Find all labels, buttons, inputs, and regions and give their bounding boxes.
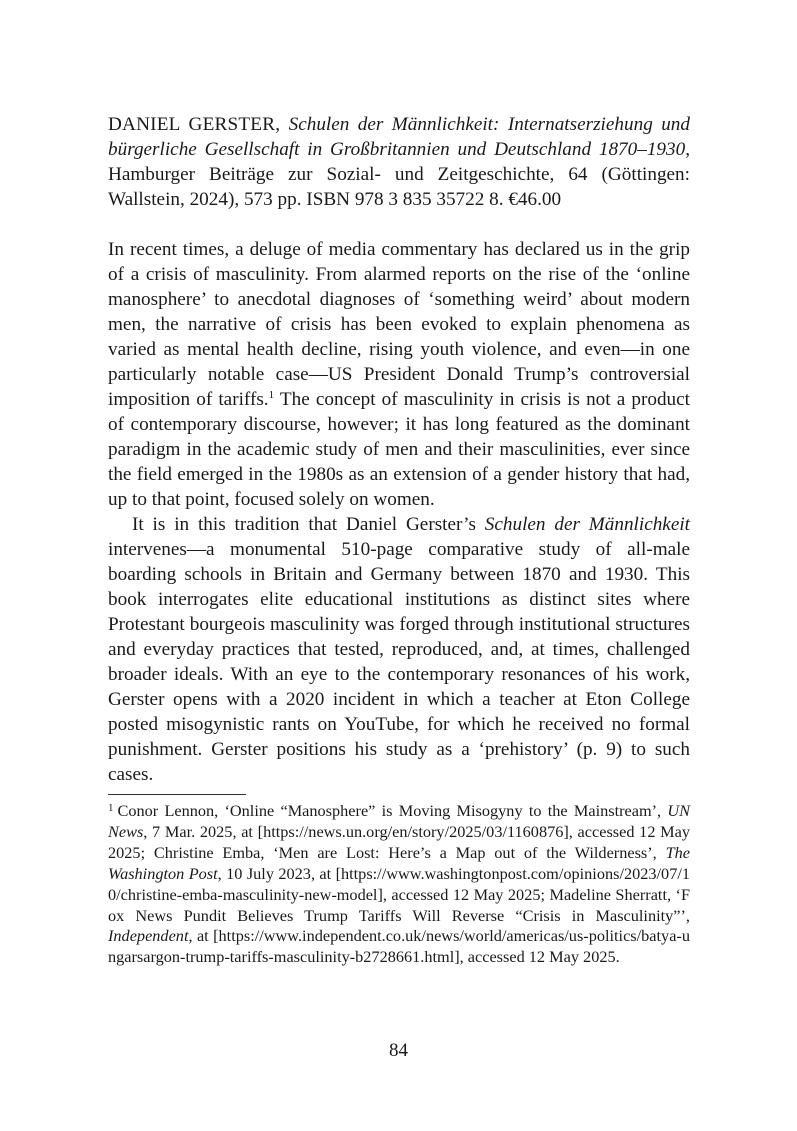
paragraph-1-text-a: In recent times, a deluge of media commentary has declared us in the grip of a crisis of masculinity. From alarmed reports on the rise of the ‘online manosphere’ to anecdotal diagnoses of ‘something weird’ about modern men, the narrative of crisis has been evoked to explain phenomena as varied as mental health decline, rising youth violence, and even—in one particularly notable case—US President Donald Trump’s controversial imposition of tariffs.	[108, 239, 690, 410]
footnote-number: 1	[108, 802, 114, 814]
footnote-publication-2: The Washington Post	[108, 842, 690, 883]
footnote-text-3: , 10 July 2023, at [https://www.washingtonpost.com/opinions/2023/07/10/christine-emba-masculinity-new-model], accessed 12 May 2025; Madeline Sherratt, ‘Fox News Pundit Believes Trump Tariffs Will Reverse “Crisis in Masculinity”’,	[108, 863, 690, 925]
footnote-publication-1: UN News	[108, 801, 690, 841]
footnote-divider	[108, 794, 246, 795]
book-title: Schulen der Männlichkeit: Internatserziehung und bürgerliche Gesellschaft in Großbritannien und Deutschland 1870–1930	[108, 114, 690, 160]
page-content	[108, 112, 690, 968]
paragraph-1-text-b: The concept of masculinity in crisis is not a product of contemporary discourse, however; it has long featured as the dominant paradigm in the academic study of men and their masculinities, ever since the field emerged in the 1980s as an extension of a gender history that had, up to that point, focused solely on women.	[108, 389, 690, 510]
footnote-text-4: , at [https://www.independent.co.uk/news/world/americas/us-politics/batya-ungarsargon-trump-tariffs-masculinity-b2728661.html], accessed 12 May 2025.	[108, 926, 690, 967]
paragraph-2	[108, 512, 690, 787]
footnote-text-1: Conor Lennon, ‘Online “Manosphere” is Moving Misogyny to the Mainstream’,	[117, 801, 668, 820]
paragraph-1	[108, 237, 690, 512]
paragraph-2-text-a: It is in this tradition that Daniel Gerster’s	[132, 514, 485, 535]
book-author: DANIEL GERSTER,	[108, 114, 281, 135]
review-heading	[108, 112, 690, 212]
footnote-text-2: , 7 Mar. 2025, at [https://news.un.org/en/story/2025/03/1160876], accessed 12 May 2025; Christine Emba, ‘Men are Lost: Here’s a Map out of the Wilderness’,	[108, 821, 690, 862]
paragraph-2-text-b: intervenes—a monumental 510-page comparative study of all-male boarding schools in Britain and Germany between 1870 and 1930. This book interrogates elite educational institutions as distinct sites where Protestant bourgeois masculinity was forged through institutional structures and everyday practices that tested, reproduced, and, at times, challenged broader ideals. With an eye to the contemporary resonances of his work, Gerster opens with a 2020 incident in which a teacher at Eton College posted misogynistic rants on YouTube, for which he received no formal punishment. Gerster positions his study as a ‘prehistory’ (p. 9) to such cases.	[108, 539, 690, 785]
footnote-publication-3: Independent	[108, 926, 189, 946]
footnote-reference[interactable]: 1	[268, 389, 275, 401]
review-body	[108, 237, 690, 787]
book-details: , Hamburger Beiträge zur Sozial- und Zeitgeschichte, 64 (Göttingen: Wallstein, 2024), 573 pp. ISBN 978 3 835 35722 8. €46.00	[108, 139, 690, 210]
page-number: 84	[389, 1040, 408, 1061]
paragraph-2-book-title: Schulen der Männlichkeit	[484, 514, 691, 535]
footnote-1	[108, 801, 690, 968]
